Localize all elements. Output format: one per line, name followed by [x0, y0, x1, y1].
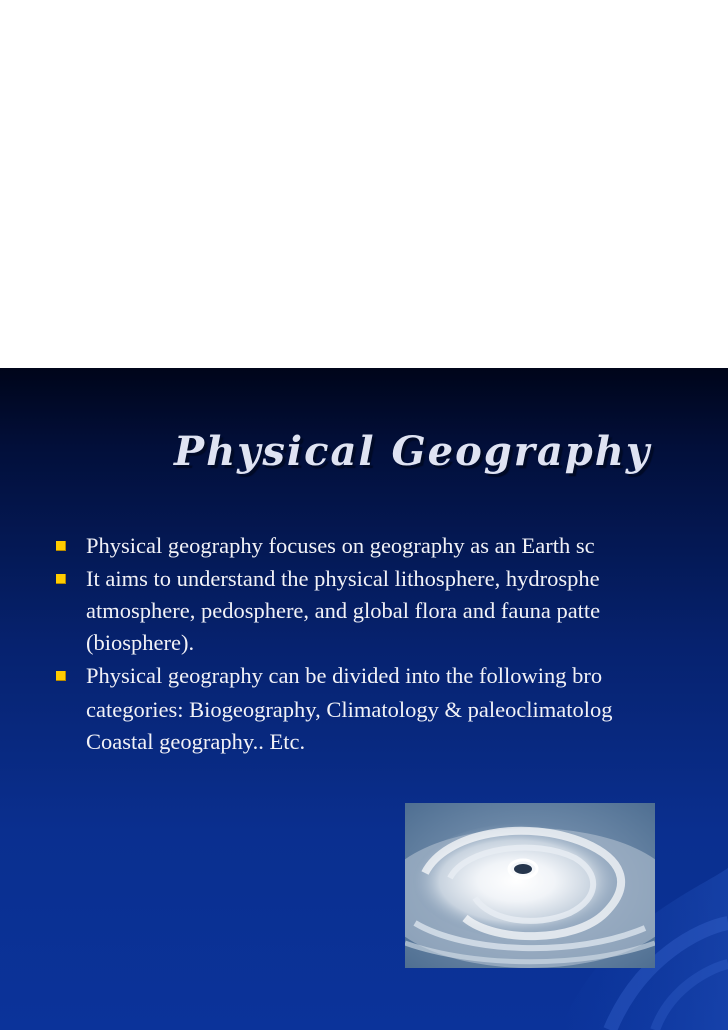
- bullet-2-line-3: (biosphere).: [86, 630, 195, 655]
- slide: [0, 368, 728, 1030]
- bullet-1-line-1: Physical geography focuses on geography as an Earth sc: [86, 533, 595, 558]
- bullet-2-line-1: It aims to understand the physical lithosphere, hydrosphe: [86, 566, 600, 591]
- bullet-square-icon: [56, 671, 66, 681]
- bullet-square-icon: [56, 541, 66, 551]
- bullet-2-line-2: atmosphere, pedosphere, and global flora and fauna patte: [86, 598, 601, 623]
- bullet-3-line-1: Physical geography can be divided into the following bro: [86, 663, 603, 688]
- bullet-3-line-3: Coastal geography.. Etc.: [86, 729, 306, 754]
- hurricane-satellite-image: [405, 803, 655, 968]
- slide-title: Physical Geography: [174, 428, 652, 475]
- blank-area: [0, 0, 728, 368]
- bullet-3-line-2: categories: Biogeography, Climatology & paleoclimatolog: [86, 697, 613, 722]
- bullet-square-icon: [56, 574, 66, 584]
